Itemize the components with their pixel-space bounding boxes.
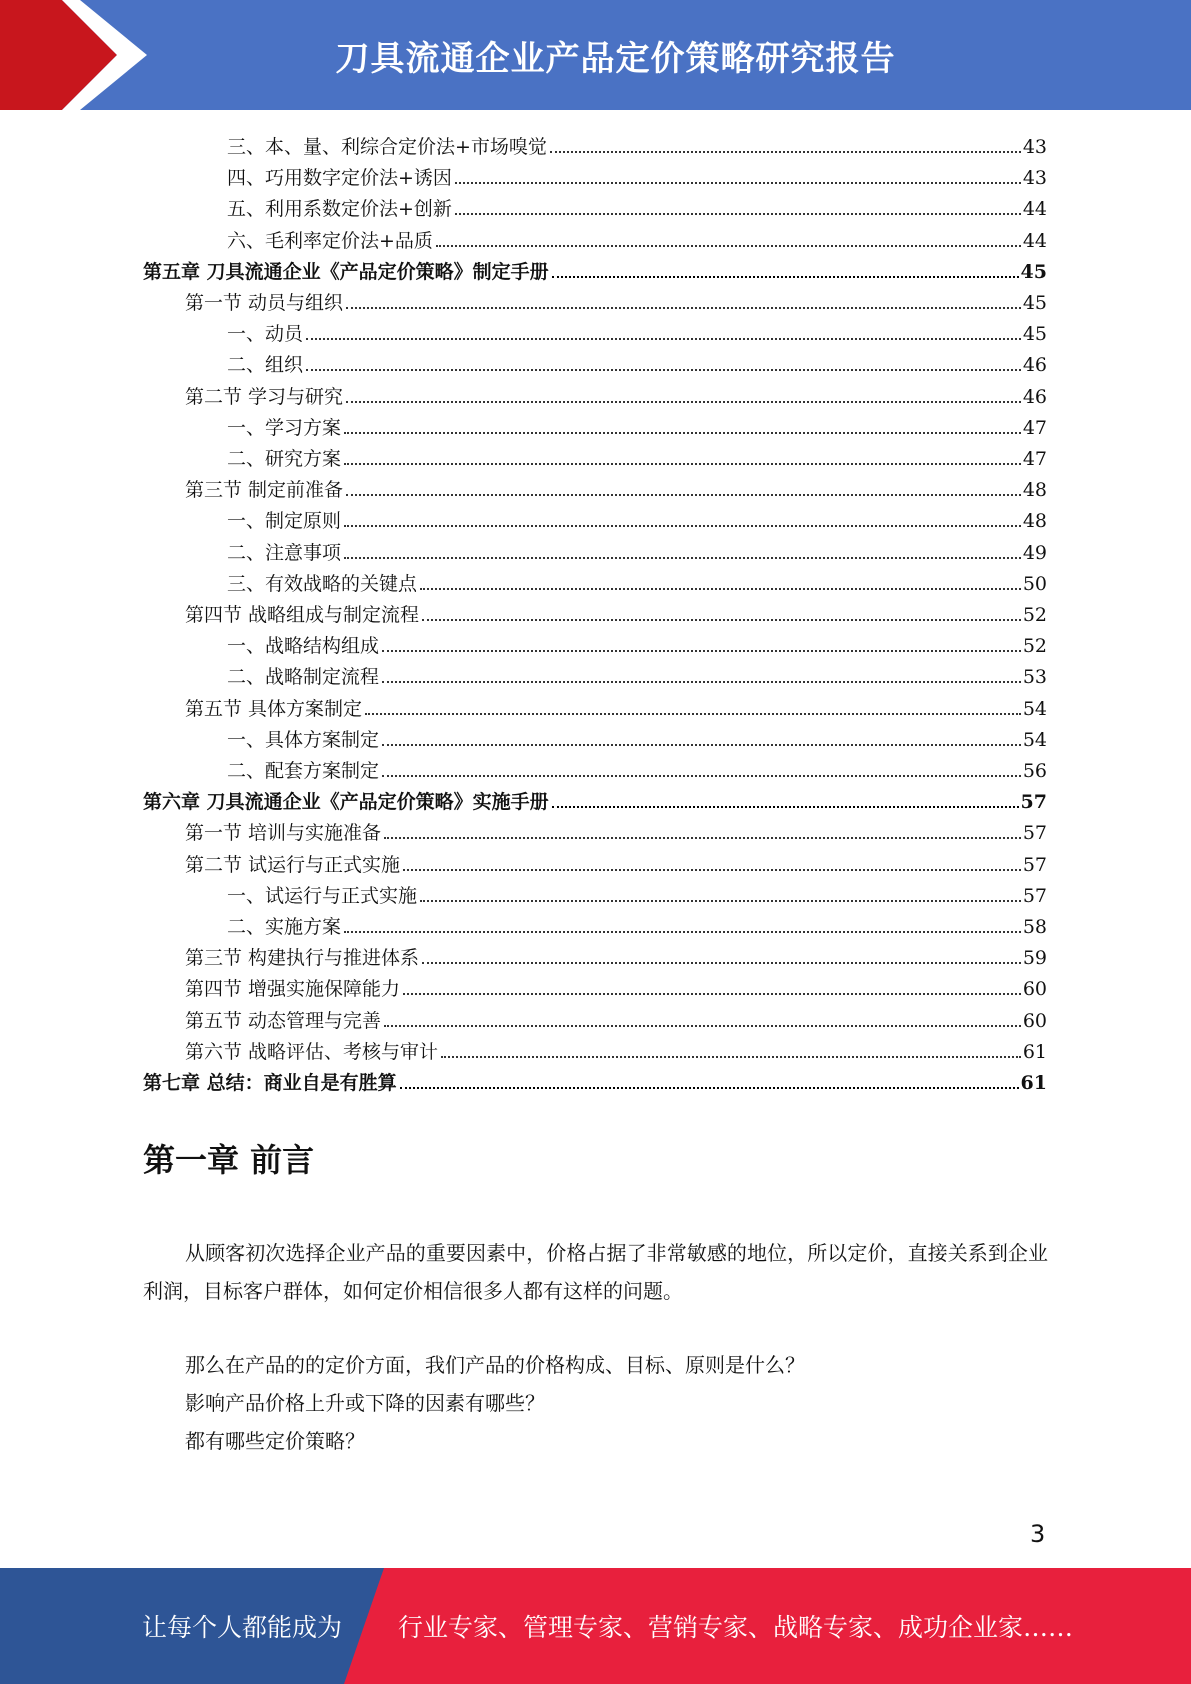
footer-banner (0, 1568, 1191, 1684)
toc-subsection-entry[interactable] (0, 222, 1191, 252)
toc-entry-label: 第四节 战略组成与制定流程 (185, 604, 420, 626)
toc-entry-label: 三、有效战略的关键点 (227, 572, 418, 595)
toc-dot-leader (420, 900, 1021, 902)
toc-section-entry[interactable] (0, 1033, 1191, 1063)
toc-entry-page: 60 (1022, 978, 1047, 1001)
toc-section-entry[interactable] (0, 378, 1191, 408)
toc-entry-page: 46 (1022, 354, 1047, 377)
toc-section-entry[interactable] (0, 471, 1191, 501)
chapter-paragraph: 从顾客初次选择企业产品的重要因素中，价格占据了非常敏感的地位，所以定价，直接关系到企业利润，目标客户群体，如何定价相信很多人都有这样的问题。 (143, 1241, 1048, 1303)
question-line: 影响产品价格上升或下降的因素有哪些？ (185, 1391, 545, 1415)
toc-dot-leader (552, 276, 1019, 278)
toc-dot-leader (455, 213, 1021, 215)
toc-entry-page: 53 (1022, 666, 1047, 689)
header-title: 刀具流通企业产品定价策略研究报告 (335, 38, 896, 79)
page-number: 3 (1030, 1520, 1046, 1548)
toc-dot-leader (455, 182, 1021, 184)
toc-dot-leader (382, 775, 1021, 777)
toc-entry-page: 57 (1020, 791, 1047, 814)
toc-dot-leader (382, 681, 1021, 683)
toc-dot-leader (344, 432, 1021, 434)
toc-dot-leader (400, 1087, 1019, 1089)
toc-entry-page: 56 (1022, 760, 1047, 782)
toc-dot-leader (382, 650, 1021, 652)
toc-entry-label: 一、战略结构组成 (227, 635, 380, 658)
toc-entry-label: 一、试运行与正式实施 (227, 884, 418, 907)
toc-subsection-entry[interactable] (0, 877, 1191, 907)
toc-dot-leader (346, 401, 1021, 403)
toc-chapter-entry[interactable] (0, 253, 1191, 283)
toc-entry-page: 54 (1022, 728, 1047, 751)
chapter-title: 第一章 前言 (143, 1141, 315, 1179)
toc-entry-page: 49 (1022, 541, 1047, 564)
toc-subsection-entry[interactable] (0, 346, 1191, 376)
toc-entry-label: 四、巧用数字定价法+诱因 (227, 167, 452, 190)
toc-dot-leader (344, 463, 1021, 465)
toc-entry-label: 第四节 增强实施保障能力 (185, 978, 401, 1001)
toc-subsection-entry[interactable] (0, 159, 1191, 189)
toc-entry-page: 52 (1022, 604, 1047, 626)
toc-entry-label: 六、毛利率定价法+品质 (227, 229, 433, 252)
toc-chapter-entry[interactable] (0, 783, 1191, 813)
toc-subsection-entry[interactable] (0, 627, 1191, 657)
toc-dot-leader (403, 869, 1021, 871)
toc-dot-leader (552, 806, 1019, 808)
toc-entry-label: 第二节 试运行与正式实施 (185, 853, 401, 876)
toc-entry-page: 43 (1022, 136, 1047, 158)
toc-section-entry[interactable] (0, 284, 1191, 314)
toc-section-entry[interactable] (0, 939, 1191, 969)
toc-entry-page: 50 (1022, 572, 1047, 595)
toc-entry-label: 第五节 动态管理与完善 (185, 1009, 382, 1032)
toc-entry-page: 57 (1022, 822, 1047, 845)
question-line: 都有哪些定价策略？ (185, 1429, 365, 1453)
toc-entry-label: 第六章 刀具流通企业《产品定价策略》实施手册 (143, 791, 549, 814)
toc-entry-page: 52 (1022, 635, 1047, 658)
toc-dot-leader (346, 494, 1021, 496)
toc-entry-label: 二、组织 (227, 354, 304, 377)
toc-entry-label: 第三节 制定前准备 (185, 479, 344, 502)
toc-entry-label: 一、具体方案制定 (227, 728, 380, 751)
toc-entry-label: 二、配套方案制定 (227, 760, 380, 782)
toc-entry-page: 45 (1022, 323, 1047, 346)
toc-entry-label: 三、本、量、利综合定价法+市场嗅觉 (227, 136, 547, 158)
footer-slogan-left: 让每个人都能成为 (142, 1613, 343, 1642)
toc-entry-page: 60 (1022, 1009, 1047, 1032)
toc-entry-label: 第三节 构建执行与推进体系 (185, 947, 420, 970)
toc-dot-leader (384, 1025, 1021, 1027)
toc-entry-label: 二、注意事项 (227, 541, 342, 564)
toc-subsection-entry[interactable] (0, 440, 1191, 470)
toc-section-entry[interactable] (0, 846, 1191, 876)
toc-entry-label: 第六节 战略评估、考核与审计 (185, 1040, 439, 1063)
toc-entry-label: 二、研究方案 (227, 448, 342, 470)
toc-entry-label: 第二节 学习与研究 (185, 385, 344, 408)
toc-subsection-entry[interactable] (0, 409, 1191, 439)
toc-subsection-entry[interactable] (0, 908, 1191, 938)
toc-subsection-entry[interactable] (0, 128, 1191, 158)
toc-dot-leader (382, 744, 1021, 746)
toc-entry-page: 45 (1020, 260, 1047, 283)
toc-entry-page: 57 (1022, 853, 1047, 876)
toc-entry-page: 47 (1022, 448, 1047, 470)
toc-dot-leader (441, 1056, 1021, 1058)
toc-dot-leader (550, 151, 1021, 153)
header-arrow-graphic (0, 0, 160, 110)
toc-dot-leader (344, 931, 1021, 933)
toc-dot-leader (436, 245, 1021, 247)
toc-entry-label: 二、实施方案 (227, 916, 342, 938)
toc-entry-page: 46 (1022, 385, 1047, 408)
toc-entry-page: 54 (1022, 697, 1047, 720)
toc-entry-label: 第五章 刀具流通企业《产品定价策略》制定手册 (143, 260, 549, 283)
toc-entry-page: 44 (1022, 198, 1047, 221)
toc-dot-leader (422, 962, 1021, 964)
toc-entry-page: 61 (1022, 1040, 1047, 1063)
toc-dot-leader (384, 837, 1021, 839)
toc-dot-leader (422, 619, 1021, 621)
toc-entry-page: 59 (1022, 947, 1047, 970)
toc-entry-label: 一、制定原则 (227, 510, 342, 533)
toc-dot-leader (420, 588, 1021, 590)
toc-subsection-entry[interactable] (0, 721, 1191, 751)
toc-entry-label: 五、利用系数定价法+创新 (227, 198, 452, 221)
toc-section-entry[interactable] (0, 596, 1191, 626)
toc-entry-label: 第五节 具体方案制定 (185, 697, 363, 720)
toc-entry-page: 58 (1022, 916, 1047, 938)
toc-dot-leader (344, 525, 1021, 527)
footer-slogan-right: 行业专家、管理专家、营销专家、战略专家、成功企业家…… (398, 1613, 1074, 1642)
toc-section-entry[interactable] (0, 690, 1191, 720)
toc-entry-page: 47 (1022, 416, 1047, 439)
toc-dot-leader (306, 369, 1021, 371)
toc-entry-label: 第七章 总结：商业自是有胜算 (143, 1072, 397, 1094)
toc-entry-page: 43 (1022, 167, 1047, 190)
toc-dot-leader (346, 307, 1021, 309)
toc-subsection-entry[interactable] (0, 502, 1191, 532)
toc-dot-leader (344, 557, 1021, 559)
toc-entry-page: 48 (1022, 510, 1047, 533)
toc-entry-page: 61 (1020, 1072, 1047, 1094)
toc-entry-label: 第一节 动员与组织 (185, 292, 344, 314)
toc-entry-label: 一、学习方案 (227, 416, 342, 439)
toc-section-entry[interactable] (0, 814, 1191, 844)
toc-subsection-entry[interactable] (0, 315, 1191, 345)
toc-section-entry[interactable] (0, 970, 1191, 1000)
toc-entry-page: 48 (1022, 479, 1047, 502)
toc-dot-leader (365, 713, 1021, 715)
toc-entry-page: 57 (1022, 884, 1047, 907)
toc-entry-label: 第一节 培训与实施准备 (185, 822, 382, 845)
toc-subsection-entry[interactable] (0, 752, 1191, 782)
toc-dot-leader (403, 993, 1021, 995)
toc-section-entry[interactable] (0, 1002, 1191, 1032)
toc-subsection-entry[interactable] (0, 658, 1191, 688)
toc-entry-label: 二、战略制定流程 (227, 666, 380, 689)
toc-subsection-entry[interactable] (0, 190, 1191, 220)
toc-entry-page: 45 (1022, 292, 1047, 314)
header-banner (0, 0, 1191, 110)
question-line: 那么在产品的的定价方面，我们产品的价格构成、目标、原则是什么？ (185, 1353, 805, 1377)
toc-chapter-entry[interactable] (0, 1064, 1191, 1094)
toc-dot-leader (306, 338, 1021, 340)
toc-subsection-entry[interactable] (0, 534, 1191, 564)
toc-entry-page: 44 (1022, 229, 1047, 252)
toc-entry-label: 一、动员 (227, 323, 304, 346)
toc-subsection-entry[interactable] (0, 565, 1191, 595)
